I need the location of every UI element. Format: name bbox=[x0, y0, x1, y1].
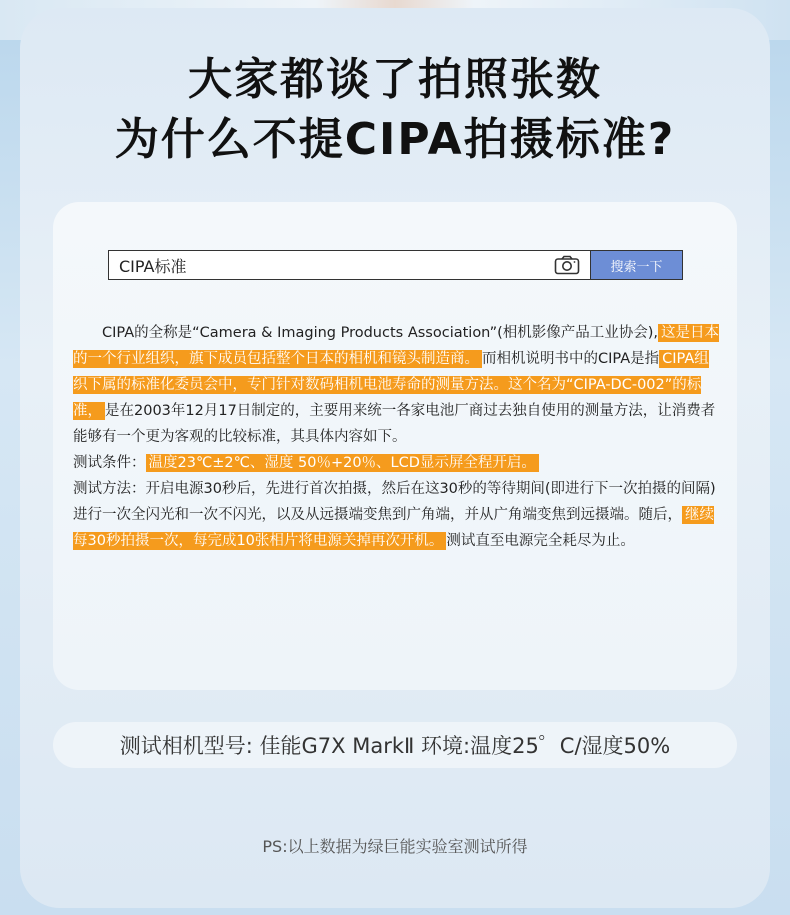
camera-icon[interactable] bbox=[554, 255, 580, 275]
article-text: 是在2003年12月17日制定的，主要用来统一各家电池厂商过去独自使用的测量方法，让消费者能够有一个更为客观的比较标准，其具体内容如下。 bbox=[73, 403, 716, 445]
search-bar bbox=[108, 250, 683, 280]
search-input[interactable]: CIPA标准 bbox=[119, 256, 187, 276]
title-line-1: 大家都谈了拍照张数 bbox=[188, 54, 602, 105]
article-text: CIPA的全称是“Camera & Imaging Products Association”(相机影像产品工业协会), bbox=[102, 325, 659, 341]
article-text: 测试方法：开启电源30秒后，先进行首次拍摄，然后在这30秒的等待期间(即进行下一次拍摄的间隔)进行一次全闪光和一次不闪光，以及从远摄端变焦到广角端，并从广角端变焦到远摄端。随后， bbox=[73, 481, 716, 523]
article-text: 测试直至电源完全耗尽为止。 bbox=[446, 533, 635, 549]
article-body bbox=[73, 320, 721, 554]
highlight-text: 这是日本的一个行业组织，旗下成员包括整个日本的相机和镜头制造商。 bbox=[73, 325, 720, 367]
test-info-text: 测试相机型号: 佳能G7X MarkⅡ 环境:温度25゜C/湿度50% bbox=[119, 734, 671, 758]
test-info-pill bbox=[53, 722, 737, 768]
search-button[interactable]: 搜索一下 bbox=[590, 251, 682, 279]
highlight-text: CIPA组织下属的标准化委员会中，专门针对数码相机电池寿命的测量方法。这个名为“CIPA-DC-002”的标准， bbox=[73, 351, 709, 419]
article-text: 而相机说明书中的CIPA是指 bbox=[482, 351, 660, 367]
test-method bbox=[73, 476, 721, 554]
article-paragraph bbox=[73, 320, 721, 450]
highlight-text: 继续每30秒拍摄一次，每完成10张相片将电源关掉再次开机。 bbox=[73, 507, 714, 549]
test-conditions bbox=[73, 450, 721, 476]
conditions-label: 测试条件： bbox=[73, 455, 146, 471]
title-line-2: 为什么不提CIPA拍摄标准? bbox=[114, 114, 676, 165]
highlight-text: 温度23℃±2℃、湿度 50％+20％、LCD显示屏全程开启。 bbox=[146, 454, 539, 472]
page-title bbox=[0, 50, 790, 170]
footnote: PS:以上数据为绿巨能实验室测试所得 bbox=[262, 837, 528, 856]
